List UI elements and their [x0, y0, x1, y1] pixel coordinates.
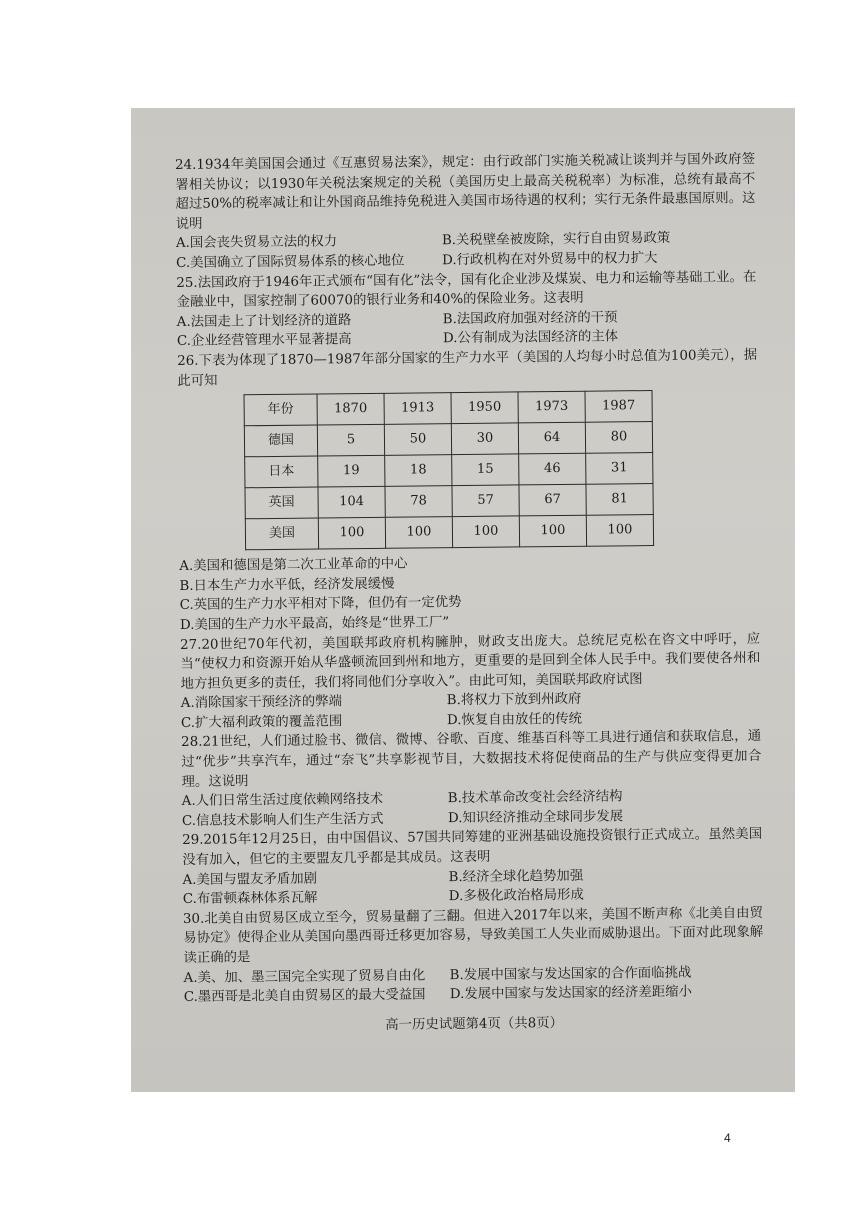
option-c: C.布雷顿森林体系瓦解 [182, 890, 318, 908]
table-cell: 46 [519, 453, 586, 485]
question-24 [175, 150, 756, 274]
option-d: D.行政机构在对外贸易中的权力扩大 [442, 250, 658, 269]
table-row [244, 422, 652, 457]
option-d: D.公有制成为法国经济的主体 [442, 329, 619, 347]
table-cell: 19 [318, 455, 385, 487]
table-cell: 英国 [245, 487, 318, 519]
table-cell: 30 [451, 423, 518, 455]
table-cell: 100 [385, 517, 452, 549]
option-b: B.日本生产力水平低，经济发展缓慢 [179, 576, 395, 594]
option-d: D.美国的生产力水平最高，始终是“世界工厂” [179, 615, 450, 633]
table-cell: 67 [519, 484, 586, 516]
table-cell: 100 [586, 515, 653, 547]
page-number: 4 [724, 1131, 731, 1145]
table-cell: 31 [586, 453, 653, 485]
question-stem: 29.2015年12月25日，由中国倡议、57国共同筹建的亚洲基础设施投资银行正式成立。虽然美国没有加入，但它的主要盟友几乎都是其成员。这表明 [182, 827, 763, 868]
option-b: B.发展中国家与发达国家的合作面临挑战 [449, 965, 692, 983]
option-a: A.国会丧失贸易立法的权力 [175, 234, 338, 252]
table-cell: 美国 [245, 518, 318, 550]
option-b: B.技术革命改变社会经济结构 [447, 789, 623, 807]
table-cell: 100 [452, 516, 519, 548]
table-cell: 57 [452, 485, 519, 517]
table-cell: 100 [318, 517, 385, 549]
option-a: A.消除国家干预经济的弊端 [180, 694, 343, 712]
table-cell: 日本 [245, 456, 318, 488]
option-c: C.英国的生产力水平相对下降，但仍有一定优势 [179, 595, 462, 614]
option-b: B.经济全球化趋势加强 [448, 868, 584, 885]
table-header-cell: 1987 [585, 391, 652, 423]
option-a: A.人们日常生活过度依赖网络技术 [181, 792, 384, 810]
option-c: C.墨西哥是北美自由贸易区的最大受益国 [183, 987, 426, 1006]
table-cell: 64 [518, 422, 585, 454]
page-footer: 高一历史试题第4页（共8页） [385, 1015, 564, 1033]
question-stem: 27.20世纪70年代初，美国联邦政府机构臃肿，财政支出庞大。总统尼克松在咨文中呼吁，应当“使权力和资源开始从华盛顿流回到州和地方，更重要的是回到全体人民手中。我们要使各州和地方担负更多的责任，我们将同他们分享收入”。由此可知，美国联邦政府试图 [180, 631, 761, 692]
table-cell: 德国 [244, 425, 317, 457]
question-stem: 28.21世纪，人们通过脸书、微信、微博、谷歌、百度、维基百科等工具进行通信和获取信息，通过“优步”共享汽车，通过“奈飞”共享影视节目，大数据技术将促使商品的生产与供应变得更加合理。这说明 [181, 729, 762, 790]
option-a: A.美国和德国是第二次工业革命的中心 [179, 556, 408, 575]
table-header-cell: 年份 [244, 394, 317, 426]
question-29 [182, 825, 763, 909]
question-28 [181, 727, 762, 831]
exam-page-photo [131, 108, 795, 1092]
option-b: B.关税壁垒被废除，实行自由贸易政策 [441, 231, 671, 249]
option-c: C.企业经营管理水平显著提高 [176, 332, 352, 350]
table-cell: 15 [452, 454, 519, 486]
table-cell: 104 [318, 486, 385, 518]
option-c: C.扩大福利政策的覆盖范围 [180, 714, 343, 731]
option-b: B.将权力下放到州政府 [446, 692, 582, 709]
question-stem: 30.北美自由贸易区成立至今，贸易量翻了三翻。但进入2017年以来，美国不断声称《北美自由贸易协定》使得企业从美国向墨西哥迁移更加容易，导致美国工人失业而威胁退出。下面对此现象解读正确的是 [182, 905, 764, 966]
option-d: D.知识经济推动全球同步发展 [447, 809, 624, 827]
table-cell: 18 [385, 455, 452, 487]
option-c: C.美国确立了国际贸易体系的核心地位 [176, 253, 405, 271]
option-b: B.法国政府加强对经济的干预 [442, 310, 618, 327]
option-a: A.法国走上了计划经济的道路 [176, 312, 352, 330]
table-header-cell: 1870 [317, 393, 384, 425]
table-header-row [244, 391, 652, 426]
table-header-cell: 1973 [518, 391, 585, 423]
table-cell: 80 [585, 422, 652, 454]
table-cell: 50 [384, 424, 451, 456]
table-cell: 5 [317, 424, 384, 456]
question-25 [176, 267, 757, 351]
table-header-cell: 1913 [384, 393, 451, 425]
option-a: A.美国与盟友矛盾加剧 [182, 871, 318, 888]
question-stem: 25.法国政府于1946年正式颁布“国有化”法令，国有化企业涉及煤炭、电力和运输等基础工业。在金融业中，国家控制了60070的银行业务和40%的保险业务。这表明 [176, 269, 757, 311]
question-stem: 26.下表为体现了1870—1987年部分国家的生产力水平（美国的人均每小时总值为100美元），据此可知 [177, 347, 758, 389]
option-c: C.信息技术影响人们生产生活方式 [181, 811, 384, 829]
question-27 [180, 629, 761, 733]
table-row [245, 484, 653, 519]
table-row [245, 453, 653, 488]
question-stem: 24.1934年美国国会通过《互惠贸易法案》，规定：由行政部门实施关税减让谈判并与国外政府签署相关协议；以1930年关税法案规定的关税（美国历史上最高关税税率）为标准，总统有最高不超过50%的税率减让和让外国商品维持免税进入美国市场待遇的权利；实行无条件最惠国原则。这说明 [175, 151, 756, 232]
table-row [245, 515, 653, 550]
table-header-cell: 1950 [451, 392, 518, 424]
option-a: A.美、加、墨三国完全实现了贸易自由化 [183, 968, 426, 986]
exam-sheet [175, 150, 764, 1037]
question-26 [177, 346, 760, 636]
table-cell: 78 [385, 486, 452, 518]
option-d: D.多极化政治格局形成 [448, 887, 584, 905]
option-d: D.恢复自由放任的传统 [446, 711, 583, 729]
productivity-table [244, 390, 655, 550]
question-30 [183, 904, 764, 1008]
table-cell: 100 [519, 515, 586, 547]
option-d: D.发展中国家与发达国家的经济差距缩小 [449, 984, 693, 1003]
table-cell: 81 [586, 484, 653, 516]
